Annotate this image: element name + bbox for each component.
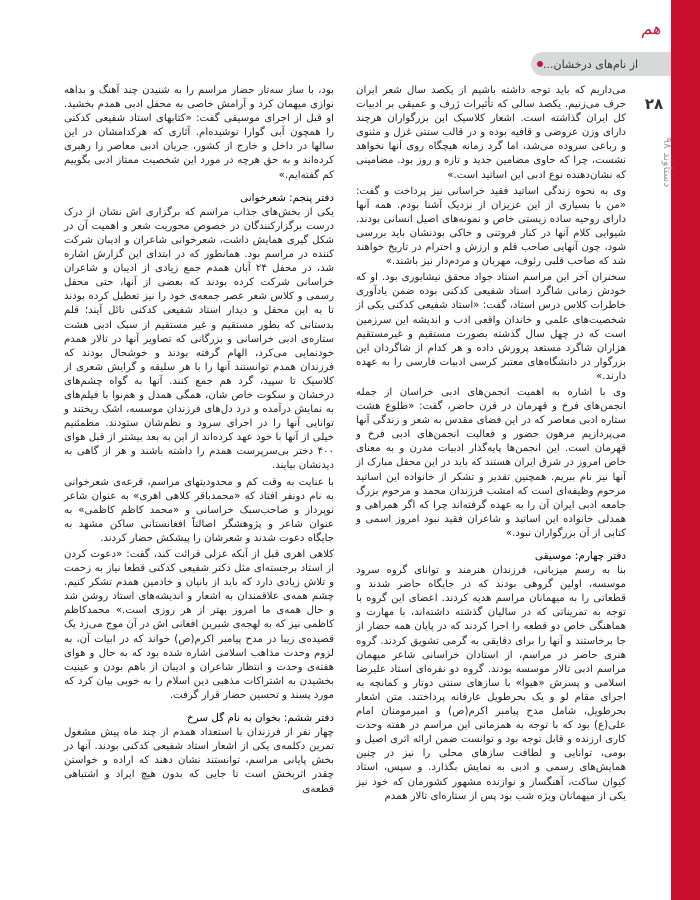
paragraph: چهار نفر از فرزندان با استعداد همدم از چند ماه پیش مشغول تمرین دکلمه‌ی یکی از اشعار استاد شفیعی کدکنی بودند. آنها در بخش پایانی مراسم، توانستند نشان دهند که اراده و خواستن چقدر اثربخش است تا جایی که بدون هیچ ایراد و اشتباهی قطعه‌ی bbox=[64, 727, 334, 795]
magazine-logo: هم bbox=[641, 19, 661, 38]
paragraph: یکی از بخش‌های جذاب مراسم که برگزاری اش نشان از درک درست برگزارکنندگان در خصوص محوریت شعر و اهمیت آن در شکل گیری همایش داشت، شعرخوانی شاعران و ادیبان شرکت کننده در مراسم بود. همانطور که در ابتدای این گزارش اشاره شد، در محفل ۲۴ آبان همدم جمع زیادی از ادیبان و شاعران خراسانی شرکت کرده بودند که بعضی از آنها، حتی محفل رسمی و کلاس شعر عصر جمعه‌ی خود را نیز تعطیل کرده بودند تا به این محفل و دیدار استاد شفیعی کدکنی نائل آیند؛ قلم بدستانی که بطور مستقیم و غیر مستقیم از سبک ادبی هشت ستاره‌ی ادبی خراسانی و بزرگانی که تصاویر آنها در تالار همدم خودنمایی می‌کرد، الهام گرفته بودند و خوشحال بودند که فرزندان همدم توانستند آنها را با هر سلیقه و گرایش شعری از کلاسیک تا سپید، گرد هم جمع کنند. آنها به گواه چشم‌های درخشان و سکوت خاص شان، همگی همدل و هم‌نوا با فیلم‌های به نمایش درآمده و درد دل‌های فرزندان موسسه، اشک ریختند و توانایی آنها را در اجرای سرود و نظم‌شان ستودند. مطمئنیم خیلی از آنها با خود عهد کرده‌اند از این به بعد بیشتر از قبل هوای ۴۰۰ دختر بی‌سرپرست همدم را داشته باشند و هر از گاهی به دیدنشان بیایند. bbox=[64, 206, 334, 472]
paragraph: می‌داریم که باید توجه داشته باشیم از یکصد سال شعر ایران حرف می‌زنیم. یکصد سالی که تأثیرات ژرف و عمیقی بر ادبیات کل ایران گذاشته است. اشعار کلاسیک این بزرگواران هرچند دارای وزن عروضی و قافیه بوده و در قالب سنتی غزل و مثنوی و رباعی سروده می‌شد، اما گرد زمانه هیچگاه روی آنها نخواهد نشست، چرا که حاوی مضامین جدید و تازه و روز بود. مضامینی که نشان‌دهنده نوع ادبی این اساتید است.» bbox=[356, 85, 626, 181]
issue-label: دستاوند ۹۸ bbox=[661, 136, 674, 188]
bullet-dot-icon bbox=[537, 61, 543, 67]
section-title: از نام‌های درخشان... bbox=[543, 57, 639, 71]
side-accent-bar bbox=[671, 0, 700, 900]
section-heading: دفتر ششم: بخوان به نام گل سرخ bbox=[186, 712, 334, 725]
section-heading: دفتر پنجم: شعرخوانی bbox=[240, 191, 334, 204]
text-column-right bbox=[356, 84, 626, 806]
paragraph: کلاهی اهری قبل از آنکه غزلی قرائت کند، گفت: «دعوت کردن از استاد برجسته‌ای مثل دکتر شفیعی کدکنی قطعا نیاز به زحمت و تلاش زیادی دارد که باید از بانیان و خادمین همدم تشکر کنیم. چشم همه‌ی علاقمندان به اشعار و اندیشه‌های استاد روشن شد و حال همه‌ی ما امروز بهتر از هر روزی است.» محمدکاظم کاظمی نیز که به لهجه‌ی شیرین افغانی اش در آن موج می‌زد یک قصیده‌ی زیبا در مدح پیامبر اکرم(ص) خواند که در ابیات آن، به لزوم وحدت مذاهب اسلامی اشاره شده بود که به حال و هوای هفته‌ی وحدت و انتظار شاعران و ادیبان از باهم بودن و عینیت بخشیدن به اشتراکات مذهبی دین اسلام را به خوبی بیان کرد که مورد پسند و تحسین حضار قرار گرفت. bbox=[64, 549, 334, 701]
paragraph: بود، با ساز سه‌تار حضار مراسم را به شنیدن چند آهنگ و بداهه نوازی میهمان کرد و آرامش خاصی به محفل ادبی همدم بخشید. او قبل از اجرای موسیقی گفت: «کتابهای استاد شفیعی کدکنی را همچون آبی گوارا نوشیده‌ام. آثاری که هرکدامشان در این سالها در داخل و خارج از کشور، جریان ادبی معاصر را رهبری کرده‌اند و به حق هرچه در مورد این شخصیت ممتاز ادبی بگوییم کم گفته‌ایم.» bbox=[64, 85, 334, 181]
section-header-tab bbox=[531, 52, 671, 76]
section-heading: دفتر چهارم: موسیقی bbox=[534, 550, 626, 562]
paragraph: با عنایت به وقت کم و محدودیتهای مراسم، قرعه‌ی شعرخوانی به نام دونفر افتاد که «محمدباقر کلاهی اهری» به عنوان شاعر نوپرداز و صاحب‌سبک خراسانی و «محمد کاظم کاظمی» به عنوان شاعر و پژوهشگر اصالتاً افغانستانی ساکن مشهد به جایگاه دعوت شدند و شعرشان را پیشکش حضار کردند. bbox=[64, 476, 334, 544]
paragraph: سخنران آخر این مراسم استاد جواد محقق نیشابوری بود. او که خودش زمانی شاگرد استاد شفیعی کدکنی بوده ضمن یادآوری خاطرات کلاس درس استاد، گفت: «استاد شفیعی کدکنی یکی از شخصیت‌های علمی و خاندان واقعی ادب و اندیشه این سرزمین است که در چهل سال گذشته بصورت مستقیم و غیرمستقیم هزاران شاگرد مستعد پرورش داده و هر کدام از شاگردان این بزرگوار در دانشگاه‌های معتبر کرسی ادبیات فارسی را به عهده دارند.» bbox=[356, 272, 626, 382]
paragraph: بنا به رسم میزبانی، فرزندان هنرمند و توانای گروه سرود موسسه، اولین گروهی بودند که در جایگاه حاضر شدند و قطعاتی را به میهمانان مراسم هدیه کردند. اعضای این گروه با توجه به تمریناتی که در سالیان گذشته داشته‌اند، با مهارت و هماهنگی خاص دو قطعه را اجرا کردند که در پایان همه حضار از جا برخاستند و آنها را برای دقایقی به گرمی تشویق کردند. گروه هنری حاضر در مراسم، از استادان خراسانی شاعر میهمان مراسم ادبی تالار موسسه بودند. گروه دو نفره‌ای استاد علیرضا اسلامی و پسرش «هیوا» با سازهای سنتی دوتار و کمانچه به اجرای مقام لو و یک بحرطویل عارفانه پرداختند. متن اشعار بحرطویل، شامل مدح پیامبر اکرم(ص) و امیرمومنان امام علی(ع) بود که با توجه به همزمانی این مراسم در هفته وحدت کاری ارزنده و قابل توجه بود و توانست ضمن ارائه اثری اصیل و بومی، توانایی و لطافت سازهای محلی را نیز در چنین همایش‌های رسمی و ادبی به نمایش بگذارد. و سپس، استاد کیوان ساکت، آهنگساز و نوازنده مشهور کشورمان که خود نیز یکی از میهمانان ویژه شب بود پس از ستاره‌ای تالار همدم bbox=[356, 565, 626, 802]
paragraph: وی به نحوه زندگی اساتید فقید خراسانی نیز پرداخت و گفت: «من با بسیاری از این عزیزان از نزدیک آشنا بودم. همه آنها دارای روحیه ساده زیستی خاص و نمونه‌های اصیل انسانی بودند. شیوایی کلام آنها در کنار فروتنی و خاکی بودنشان باید بررسی شود، چون آنهایی صاحب قلم و ارزش و احترام در تاریخ خواهند شد که صاحب قلبی رئوف، مهربان و مردم‌دار نیز باشند.» bbox=[356, 185, 626, 268]
page-number: ۲۸ bbox=[644, 95, 664, 113]
paragraph: وی با اشاره به اهمیت انجمن‌های ادبی خراسان از جمله انجمن‌های فرخ و قهرمان در قرن حاضر، گفت: «طلوع هشت ستاره ادبی معاصر که در این فضای مقدس به شعر و زندگی آنها می‌پردازیم مرهون حضور و فعالیت انجمن‌های ادبی فرخ و قهرمان است. این انجمن‌ها پایه‌گذار ادبیات مدرن و به معنای خاص امروز در شرق ایران هستند که باید در این محفل مبارک از آنها نیز نام ببریم. همچنین تقدیر و تشکر از خانواده این اساتید مرحوم وظیفه‌ای است که امشب فرزندان محمد و مرحوم بزرگ جامعه ادبی ایران آن را به عهده گرفته‌اند چرا که اگر همراهی و همدلی خانواده این اساتید و شاعران فقید نبود امروز اسمی و کتابی از آن بزرگواران نبود.» bbox=[356, 386, 626, 539]
text-column-left bbox=[64, 84, 334, 799]
